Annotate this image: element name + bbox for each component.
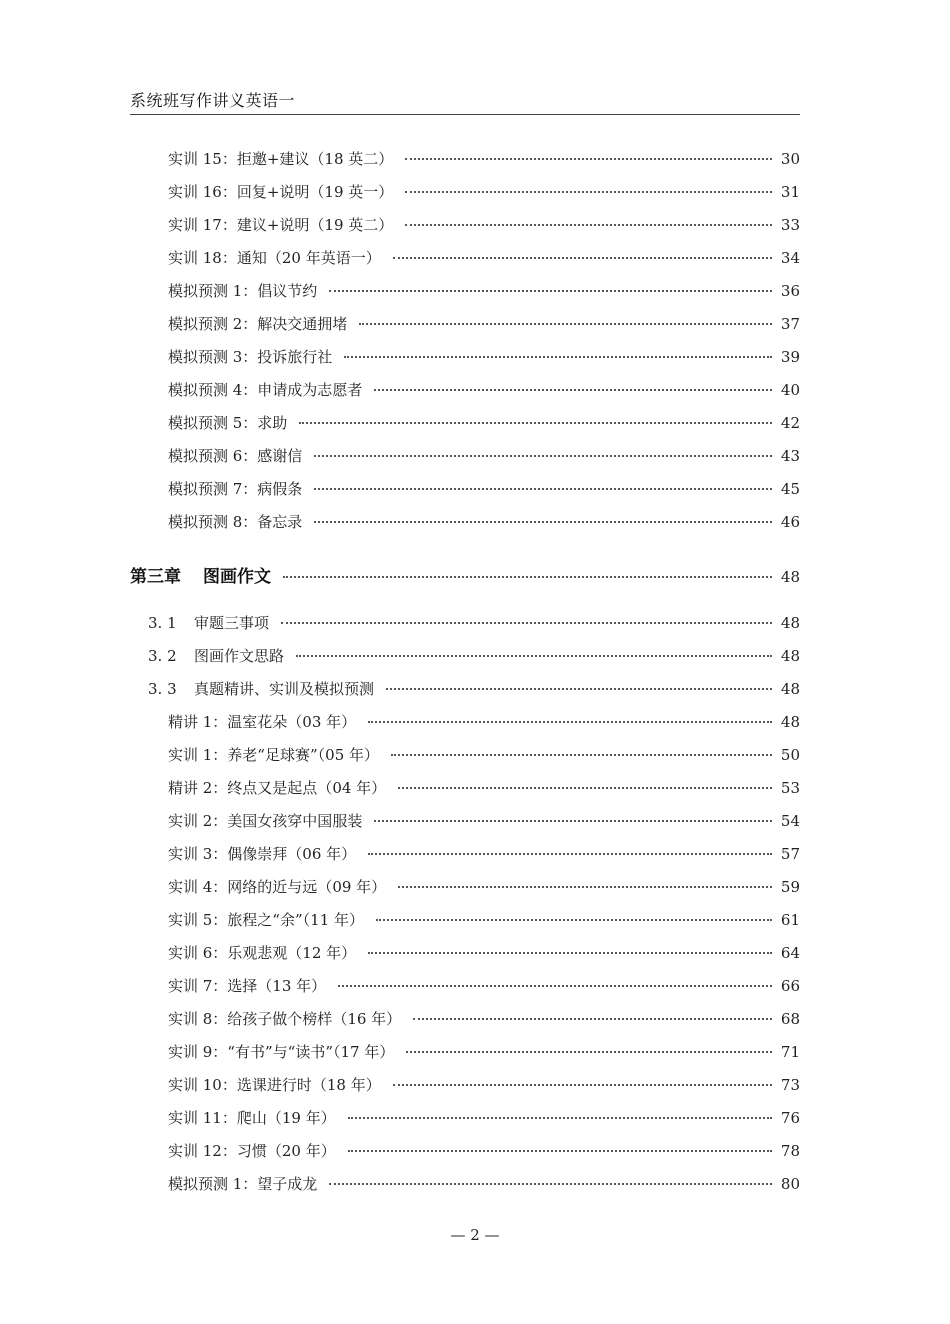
toc-entry-title: 实训 5：旅程之“余”（11 年）: [168, 911, 365, 929]
dot-leader: [413, 1017, 772, 1020]
toc-entry[interactable]: [168, 412, 800, 436]
toc-entry-page: 33: [780, 216, 800, 234]
toc-entry-page: 46: [780, 513, 800, 531]
section-page: 48: [780, 614, 800, 632]
toc-entry-page: 42: [780, 414, 800, 432]
toc-entry[interactable]: [168, 942, 800, 966]
toc-entry-title: 实训 11：爬山（19 年）: [168, 1109, 336, 1127]
dot-leader: [374, 388, 772, 391]
toc-entry[interactable]: [168, 744, 800, 768]
section-heading: [148, 678, 380, 699]
toc-entry-title: 实训 6：乐观悲观（12 年）: [168, 944, 357, 962]
dot-leader: [374, 819, 772, 822]
toc-entry-page: 73: [780, 1076, 800, 1094]
toc-entry-page: 30: [780, 150, 800, 168]
toc-entry[interactable]: [168, 777, 800, 801]
section-page: 48: [780, 647, 800, 665]
toc-entry[interactable]: [168, 478, 800, 502]
toc-entry-page: 66: [780, 977, 800, 995]
toc-section[interactable]: [148, 678, 800, 702]
section-page: 48: [780, 680, 800, 698]
toc-entry[interactable]: [168, 1074, 800, 1098]
toc-entry-page: 36: [780, 282, 800, 300]
header-title: 系统班写作讲义英语一: [130, 91, 296, 110]
dot-leader: [386, 687, 772, 690]
dot-leader: [393, 256, 772, 259]
toc-entry-page: 54: [780, 812, 800, 830]
toc-entry-page: 37: [780, 315, 800, 333]
toc-section[interactable]: [148, 645, 800, 669]
toc-entry[interactable]: [168, 181, 800, 205]
dot-leader: [296, 654, 772, 657]
toc-entry-page: 39: [780, 348, 800, 366]
section-title: 图画作文思路: [194, 647, 285, 665]
toc-entry-page: 59: [780, 878, 800, 896]
dot-leader: [348, 1149, 772, 1152]
toc-entry-page: 31: [780, 183, 800, 201]
chapter-number: 第三章: [130, 567, 181, 587]
toc-entry[interactable]: [168, 445, 800, 469]
dot-leader: [368, 951, 772, 954]
dot-leader: [314, 487, 772, 490]
section-number: 3. 2: [148, 647, 177, 665]
section-title: 审题三事项: [194, 614, 270, 632]
toc-entry-title: 实训 3：偶像崇拜（06 年）: [168, 845, 357, 863]
dot-leader: [391, 753, 772, 756]
toc-entry-title: 实训 2：美国女孩穿中国服装: [168, 812, 363, 830]
dot-leader: [398, 885, 772, 888]
dot-leader: [329, 1182, 772, 1185]
toc-entry-page: 50: [780, 746, 800, 764]
toc-entry[interactable]: [168, 247, 800, 271]
toc-entry-title: 实训 17：建议+说明（19 英二）: [168, 216, 394, 234]
section-title: 真题精讲、实训及模拟预测: [194, 680, 375, 698]
dot-leader: [314, 454, 772, 457]
toc-entry-page: 64: [780, 944, 800, 962]
toc-entry-page: 76: [780, 1109, 800, 1127]
dot-leader: [368, 852, 772, 855]
toc-entry-title: 精讲 2：终点又是起点（04 年）: [168, 779, 387, 797]
toc-entry-page: 71: [780, 1043, 800, 1061]
toc-chapter[interactable]: [130, 562, 800, 586]
toc-entry-page: 57: [780, 845, 800, 863]
toc-entry[interactable]: [168, 313, 800, 337]
toc-entry-title: 模拟预测 4：申请成为志愿者: [168, 381, 363, 399]
toc-entry-page: 68: [780, 1010, 800, 1028]
dot-leader: [368, 720, 772, 723]
toc-entry-page: 45: [780, 480, 800, 498]
toc-entry[interactable]: [168, 1041, 800, 1065]
toc-entry-title: 实训 8：给孩子做个榜样（16 年）: [168, 1010, 402, 1028]
toc-entry-title: 精讲 1：温室花朵（03 年）: [168, 713, 357, 731]
chapter-heading: [130, 562, 277, 587]
toc-entry-page: 80: [780, 1175, 800, 1193]
toc-entry-title: 实训 16：回复+说明（19 英一）: [168, 183, 394, 201]
toc-entry[interactable]: [168, 379, 800, 403]
dot-leader: [405, 190, 772, 193]
toc-entry-page: 48: [780, 713, 800, 731]
toc-entry-title: 实训 7：选择（13 年）: [168, 977, 327, 995]
page-number-footer: — 2 —: [450, 1226, 500, 1244]
toc-entry[interactable]: [168, 1173, 800, 1197]
section-heading: [148, 645, 290, 666]
dot-leader: [398, 786, 772, 789]
toc-entry-title: 模拟预测 3：投诉旅行社: [168, 348, 333, 366]
toc-entry-title: 模拟预测 6：感谢信: [168, 447, 303, 465]
toc-entry-page: 43: [780, 447, 800, 465]
toc-entry[interactable]: [168, 346, 800, 370]
toc-section[interactable]: [148, 612, 800, 636]
dot-leader: [314, 520, 772, 523]
section-number: 3. 3: [148, 680, 177, 698]
toc-entry-title: 实训 9：“有书”与“读书”（17 年）: [168, 1043, 395, 1061]
toc-entry-title: 实训 1：养老“足球赛”（05 年）: [168, 746, 380, 764]
toc-entry[interactable]: [168, 711, 800, 735]
toc-entry[interactable]: [168, 280, 800, 304]
toc-entry-title: 实训 18：通知（20 年英语一）: [168, 249, 381, 267]
toc-entry-title: 实训 15：拒邀+建议（18 英二）: [168, 150, 394, 168]
chapter-page: 48: [780, 568, 800, 586]
toc-entry-title: 模拟预测 1：望子成龙: [168, 1175, 318, 1193]
toc-entry-title: 模拟预测 1：倡议节约: [168, 282, 318, 300]
toc-entry-title: 实训 12：习惯（20 年）: [168, 1142, 336, 1160]
dot-leader: [329, 289, 772, 292]
toc-entry[interactable]: [168, 1008, 800, 1032]
toc-entry-page: 40: [780, 381, 800, 399]
toc-entry[interactable]: [168, 843, 800, 867]
dot-leader: [405, 223, 772, 226]
page-header: [130, 88, 800, 115]
toc-entry-title: 模拟预测 2：解决交通拥堵: [168, 315, 348, 333]
toc-entry[interactable]: [168, 876, 800, 900]
dot-leader: [281, 621, 772, 624]
toc-entry-page: 61: [780, 911, 800, 929]
dot-leader: [393, 1083, 772, 1086]
dot-leader: [299, 421, 772, 424]
toc-entry-title: 实训 4：网络的近与远（09 年）: [168, 878, 387, 896]
toc-entry[interactable]: [168, 975, 800, 999]
section-heading: [148, 612, 275, 633]
toc-entry[interactable]: [168, 511, 800, 535]
toc-entry-title: 模拟预测 7：病假条: [168, 480, 303, 498]
toc-entry-page: 34: [780, 249, 800, 267]
dot-leader: [406, 1050, 772, 1053]
toc-entry-title: 模拟预测 5：求助: [168, 414, 288, 432]
toc-entry-title: 实训 10：选课进行时（18 年）: [168, 1076, 381, 1094]
toc-entry[interactable]: [168, 909, 800, 933]
dot-leader: [338, 984, 772, 987]
chapter-title: 图画作文: [203, 567, 271, 587]
dot-leader: [344, 355, 772, 358]
dot-leader: [283, 575, 772, 578]
toc-entry[interactable]: [168, 148, 800, 172]
dot-leader: [359, 322, 772, 325]
toc-entry[interactable]: [168, 1140, 800, 1164]
toc-entry-title: 模拟预测 8：备忘录: [168, 513, 303, 531]
section-number: 3. 1: [148, 614, 177, 632]
toc-entry[interactable]: [168, 1107, 800, 1131]
toc-entry-page: 78: [780, 1142, 800, 1160]
toc-entry[interactable]: [168, 214, 800, 238]
toc-entry-page: 53: [780, 779, 800, 797]
dot-leader: [405, 157, 772, 160]
dot-leader: [348, 1116, 772, 1119]
dot-leader: [376, 918, 772, 921]
toc-entry[interactable]: [168, 810, 800, 834]
